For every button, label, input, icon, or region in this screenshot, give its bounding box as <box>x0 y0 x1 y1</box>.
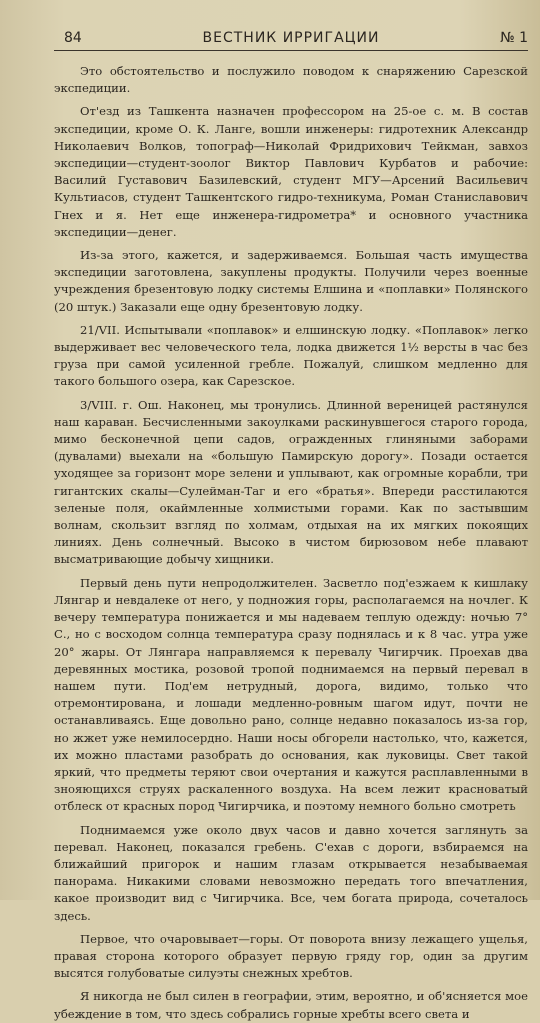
paragraph: От'езд из Ташкента назначен профессором на 25-ое с. м. В состав экспедиции, кроме О. К. Ланге, вошли инженеры: гидротехник Александр Николаевич Волков, топограф—Николай Фридрихович Тейкман, завхоз экспедиции—студент-зоолог Виктор Павлович Курбатов и рабочие: Василий Густавович Базилевский, студент МГУ—Арсений Васильевич Культиасов, студент Ташкентского гидро-техникума, Роман Станиславович Гнех и я. Нет еще инженера-гидрометра* и основного участника экспедиции—денег. <box>54 104 528 239</box>
paragraph: Первое, что очаровывает—горы. От поворота внизу лежащего ущелья, правая сторона которого образует первую гряду гор, один за другим высятся голубоватые силуэты снежных хребтов. <box>54 931 528 981</box>
paragraph: Первый день пути непродолжителен. Засветло под'езжаем к кишлаку Лянгар и невдалеке от него, у подножия горы, располагаемся на ночлег. К вечеру температура понижается и мы надеваем теплую одежду: ночью 7° С., но с восходом солнца температура сразу поднялась и к 8 час. утра уже 20° жары. От Лянгара направляемся к перевалу Чигирчик. Проехав два деревянных мостика, розовой тропой поднимаемся на первый перевал в нашем пути. Под'ем нетрудный, дорога, видимо, только что отремонтирована, и лошади медленно-ровным шагом идут, почти не останавливаясь. Еще довольно рано, солнце недавно показалось из-за гор, но жжет уже немилосердно. Наши носы обгорели настолько, что, кажется, их можно пластами разобрать до основания, как луковицы. Свет такой яркий, что предметы теряют свои очертания и кажутся расплавленными в знояющихся струях раскаленного воздуха. На всем лежит красноватый отблеск от красных пород Чигирчика, и поэтому немного больно смотреть <box>54 575 528 814</box>
paragraph: Из-за этого, кажется, и задерживаемся. Большая часть имущества экспедиции заготовлена, закуплены продукты. Получили через военные учреждения брезентовую лодку системы Елшина и «поплавки» Полянского (20 штук.) Заказали еще одну брезентовую лодку. <box>54 248 528 314</box>
paragraph: Это обстоятельство и послужило поводом к снаряжению Сарезской экспедиции. <box>54 64 528 96</box>
paragraph: Поднимаемся уже около двух часов и давно хочется заглянуть за перевал. Наконец, показался гребень. С'ехав с дороги, взбираемся на ближайший пригорок и нашим глазам открывается незабываемая панорама. Никакими словами невозможно передать того впечатления, какое производит вид с Чигирчика. Все, чем богата природа, сочеталось здесь. <box>54 822 528 923</box>
issue-number: № 1 <box>500 30 528 46</box>
paragraph: 21/VII. Испытывали «поплавок» и елшинскую лодку. «Поплавок» легко выдерживает вес человеческого тела, лодка движется 1½ версты в час без груза при самой усиленной гребле. Пожалуй, слишком медленно для такого большого озера, как Сарезское. <box>54 322 528 389</box>
article-body <box>54 63 528 1023</box>
paragraph: 3/VIII. г. Ош. Наконец, мы тронулись. Длинной вереницей растянулся наш караван. Бесчисленными закоулками раскинувшегося старого города, мимо бесконечной цепи садов, огражденных глиняными заборами (дувалами) выехали на «большую Памирскую дорогу». Позади остается уходящее за горизонт море зелени и уплывают, как огромные корабли, три гигантских скалы—Сулейман-Таг и его «братья». Впереди расстилаются зеленые поля, окаймленные холмистыми горами. Как по застывшим волнам, скользит взгляд по холмам, отдыхая на их мягких покоящих линиях. День солнечный. Высоко в чистом бирюзовом небе плавают высматривающие добычу хищники. <box>54 397 528 567</box>
page-number: 84 <box>64 30 82 46</box>
paragraph: Я никогда не был силен в географии, этим, вероятно, и об'ясняется мое убеждение в том, что здесь собрались горные хребты всего света и <box>54 989 528 1021</box>
page-header <box>54 28 528 51</box>
journal-title: ВЕСТНИК ИРРИГАЦИИ <box>202 30 380 46</box>
